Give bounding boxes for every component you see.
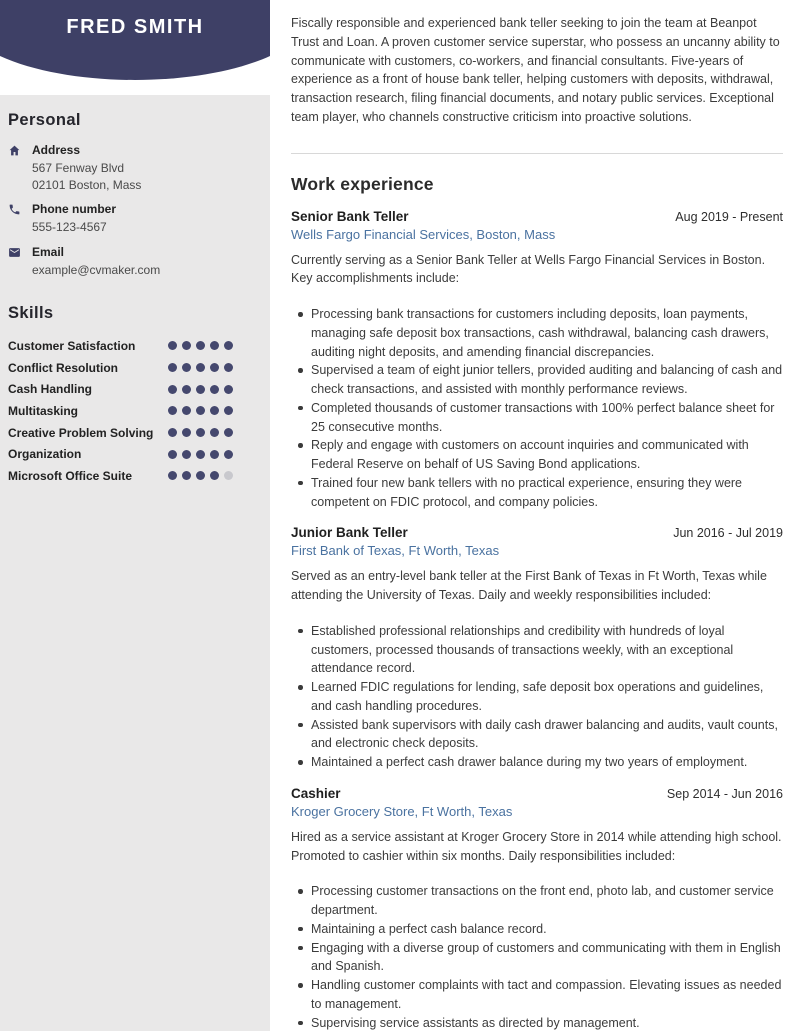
- rating-dot-filled: [210, 471, 219, 480]
- skill-label: Conflict Resolution: [8, 360, 118, 375]
- rating-dot-filled: [182, 341, 191, 350]
- skill-label: Organization: [8, 447, 82, 462]
- job-bullet: Assisted bank supervisors with daily cash drawer balancing and audits, vault counts, and electronic check deposits.: [291, 716, 783, 754]
- job-header: [291, 786, 783, 801]
- skill-rating-dots: [163, 385, 233, 394]
- skills-list: [8, 335, 260, 487]
- job-entry: [291, 209, 783, 512]
- skills-heading: Skills: [8, 304, 54, 322]
- rating-dot-filled: [168, 406, 177, 415]
- job-dates: Sep 2014 - Jun 2016: [666, 786, 783, 801]
- job-entry: [291, 786, 783, 1031]
- job-bullet: Completed thousands of customer transactions with 100% perfect balance sheet for 25 consecutive months.: [291, 399, 783, 437]
- job-bullet: Supervising service assistants as directed by management.: [291, 1014, 783, 1031]
- skill-label: Microsoft Office Suite: [8, 468, 133, 483]
- sidebar-header: [0, 0, 270, 95]
- job-company: First Bank of Texas, Ft Worth, Texas: [291, 543, 500, 559]
- section-divider: [291, 153, 783, 154]
- rating-dot-filled: [168, 385, 177, 394]
- job-header: [291, 209, 783, 224]
- personal-list: [8, 143, 260, 278]
- rating-dot-filled: [182, 385, 191, 394]
- skill-row: [8, 443, 260, 465]
- rating-dot-filled: [210, 341, 219, 350]
- job-entry: [291, 525, 783, 772]
- skill-label: Multitasking: [8, 403, 79, 418]
- job-title: Cashier: [291, 785, 341, 801]
- job-bullet: Processing bank transactions for customers including deposits, loan payments, managing safe deposit box transactions, cash withdrawal, balancing cash drawers, auditing night deposits, and amending financial discrepancies.: [291, 305, 783, 361]
- job-header: [291, 525, 783, 540]
- header-curve-shape: [0, 0, 270, 95]
- job-intro: Currently serving as a Senior Bank Teller at Wells Fargo Financial Services in Boston. Key accomplishments include:: [291, 252, 766, 286]
- job-company: Kroger Grocery Store, Ft Worth, Texas: [291, 803, 513, 819]
- job-title: Junior Bank Teller: [291, 525, 408, 541]
- rating-dot-filled: [196, 341, 205, 350]
- rating-dot-filled: [224, 450, 233, 459]
- rating-dot-filled: [182, 450, 191, 459]
- skill-label: Customer Satisfaction: [8, 338, 136, 353]
- rating-dot-filled: [224, 363, 233, 372]
- rating-dot-filled: [182, 428, 191, 437]
- skill-row: [8, 378, 260, 400]
- job-dates: Jun 2016 - Jul 2019: [673, 526, 783, 541]
- personal-item-email: [8, 245, 260, 279]
- personal-item-address: [8, 143, 260, 193]
- rating-dot-empty: [224, 471, 233, 480]
- rating-dot-filled: [196, 406, 205, 415]
- rating-dot-filled: [168, 363, 177, 372]
- rating-dot-filled: [210, 406, 219, 415]
- profile-summary: Fiscally responsible and experienced bank teller seeking to join the team at Beanpot Trust and Loan. A proven customer service superstar, who possess an uncanny ability to communicate with customers, co-workers, and financial consultants. Five-years of experience as a front of house bank teller, helping customers with deposits, withdrawal, transaction research, filing financial documents, and notary public services. Exceptional team player, who channels constructive criticism into proactive solutions.: [291, 16, 780, 124]
- email-icon: [8, 245, 22, 279]
- personal-value: 555-123-4567: [32, 220, 107, 234]
- sidebar-content: [0, 95, 270, 487]
- personal-item-phone: [8, 202, 260, 236]
- skill-label: Creative Problem Solving: [8, 425, 154, 440]
- rating-dot-filled: [224, 341, 233, 350]
- job-company: Wells Fargo Financial Services, Boston, Mass: [291, 226, 556, 242]
- rating-dot-filled: [224, 406, 233, 415]
- job-bullets: [291, 882, 783, 1031]
- skill-row: [8, 357, 260, 379]
- candidate-name: FRED SMITH: [66, 16, 204, 38]
- skills-section: [8, 304, 260, 487]
- personal-value: example@cvmaker.com: [32, 262, 161, 277]
- job-title: Senior Bank Teller: [291, 208, 409, 224]
- rating-dot-filled: [168, 428, 177, 437]
- skill-row: [8, 465, 260, 487]
- job-intro: Served as an entry-level bank teller at the First Bank of Texas in Ft Worth, Texas while attending the University of Texas. Daily and weekly responsibilities included:: [291, 569, 767, 602]
- personal-label: Phone number: [32, 202, 117, 216]
- skill-rating-dots: [163, 428, 233, 437]
- job-intro: Hired as a service assistant at Kroger Grocery Store in 2014 while attending high school. Promoted to cashier within six months. Daily responsibilities included:: [291, 829, 782, 863]
- job-bullet: Processing customer transactions on the front end, photo lab, and customer service department.: [291, 882, 783, 920]
- job-bullet: Learned FDIC regulations for lending, safe deposit box operations and guidelines, and cash handling procedures.: [291, 678, 783, 716]
- rating-dot-filled: [196, 471, 205, 480]
- skill-row: [8, 400, 260, 422]
- job-bullet: Supervised a team of eight junior tellers, provided auditing and balancing of cash and check transactions, and assisted with monthly performance reviews.: [291, 361, 783, 399]
- rating-dot-filled: [210, 428, 219, 437]
- job-bullet: Maintained a perfect cash drawer balance during my two years of employment.: [291, 753, 783, 772]
- job-dates: Aug 2019 - Present: [675, 209, 783, 224]
- phone-icon: [8, 202, 22, 236]
- skill-rating-dots: [163, 363, 233, 372]
- rating-dot-filled: [182, 363, 191, 372]
- work-experience-heading: Work experience: [291, 173, 434, 194]
- skill-rating-dots: [163, 450, 233, 459]
- job-bullet: Reply and engage with customers on account inquiries and communicated with Federal Reserve on behalf of US Saving Bond applications.: [291, 436, 783, 474]
- rating-dot-filled: [196, 363, 205, 372]
- skill-label: Cash Handling: [8, 382, 93, 397]
- main-content: [270, 0, 800, 1031]
- personal-item-text: [32, 202, 116, 236]
- skill-row: [8, 335, 260, 357]
- home-icon: [8, 143, 22, 193]
- rating-dot-filled: [210, 385, 219, 394]
- rating-dot-filled: [210, 363, 219, 372]
- job-bullets: [291, 622, 783, 772]
- rating-dot-filled: [196, 385, 205, 394]
- rating-dot-filled: [182, 406, 191, 415]
- skill-rating-dots: [163, 406, 233, 415]
- personal-value: 567 Fenway Blvd: [32, 161, 125, 175]
- personal-value: 02101 Boston, Mass: [32, 177, 142, 192]
- skill-rating-dots: [163, 471, 233, 480]
- skill-row: [8, 422, 260, 444]
- personal-item-text: [32, 143, 141, 193]
- jobs-list: [291, 209, 783, 1031]
- rating-dot-filled: [182, 471, 191, 480]
- sidebar: [0, 0, 270, 1031]
- rating-dot-filled: [210, 450, 219, 459]
- skill-rating-dots: [163, 341, 233, 350]
- rating-dot-filled: [168, 341, 177, 350]
- personal-label: Address: [32, 143, 81, 157]
- rating-dot-filled: [224, 385, 233, 394]
- rating-dot-filled: [196, 428, 205, 437]
- rating-dot-filled: [224, 428, 233, 437]
- personal-heading: Personal: [8, 111, 81, 129]
- job-bullet: Handling customer complaints with tact and compassion. Elevating issues as needed to management.: [291, 976, 783, 1014]
- job-bullets: [291, 305, 783, 511]
- rating-dot-filled: [196, 450, 205, 459]
- job-bullet: Established professional relationships and credibility with hundreds of loyal customers, processed thousands of transactions weekly, with an exceptional attendance record.: [291, 622, 783, 678]
- rating-dot-filled: [168, 450, 177, 459]
- personal-label: Email: [32, 244, 65, 259]
- personal-item-text: [32, 245, 160, 279]
- rating-dot-filled: [168, 471, 177, 480]
- job-bullet: Trained four new bank tellers with no practical experience, ensuring they were competent on FDIC protocol, and company policies.: [291, 474, 783, 512]
- job-bullet: Engaging with a diverse group of customers and communicating with them in English and Spanish.: [291, 939, 783, 977]
- job-bullet: Maintaining a perfect cash balance record.: [291, 920, 783, 939]
